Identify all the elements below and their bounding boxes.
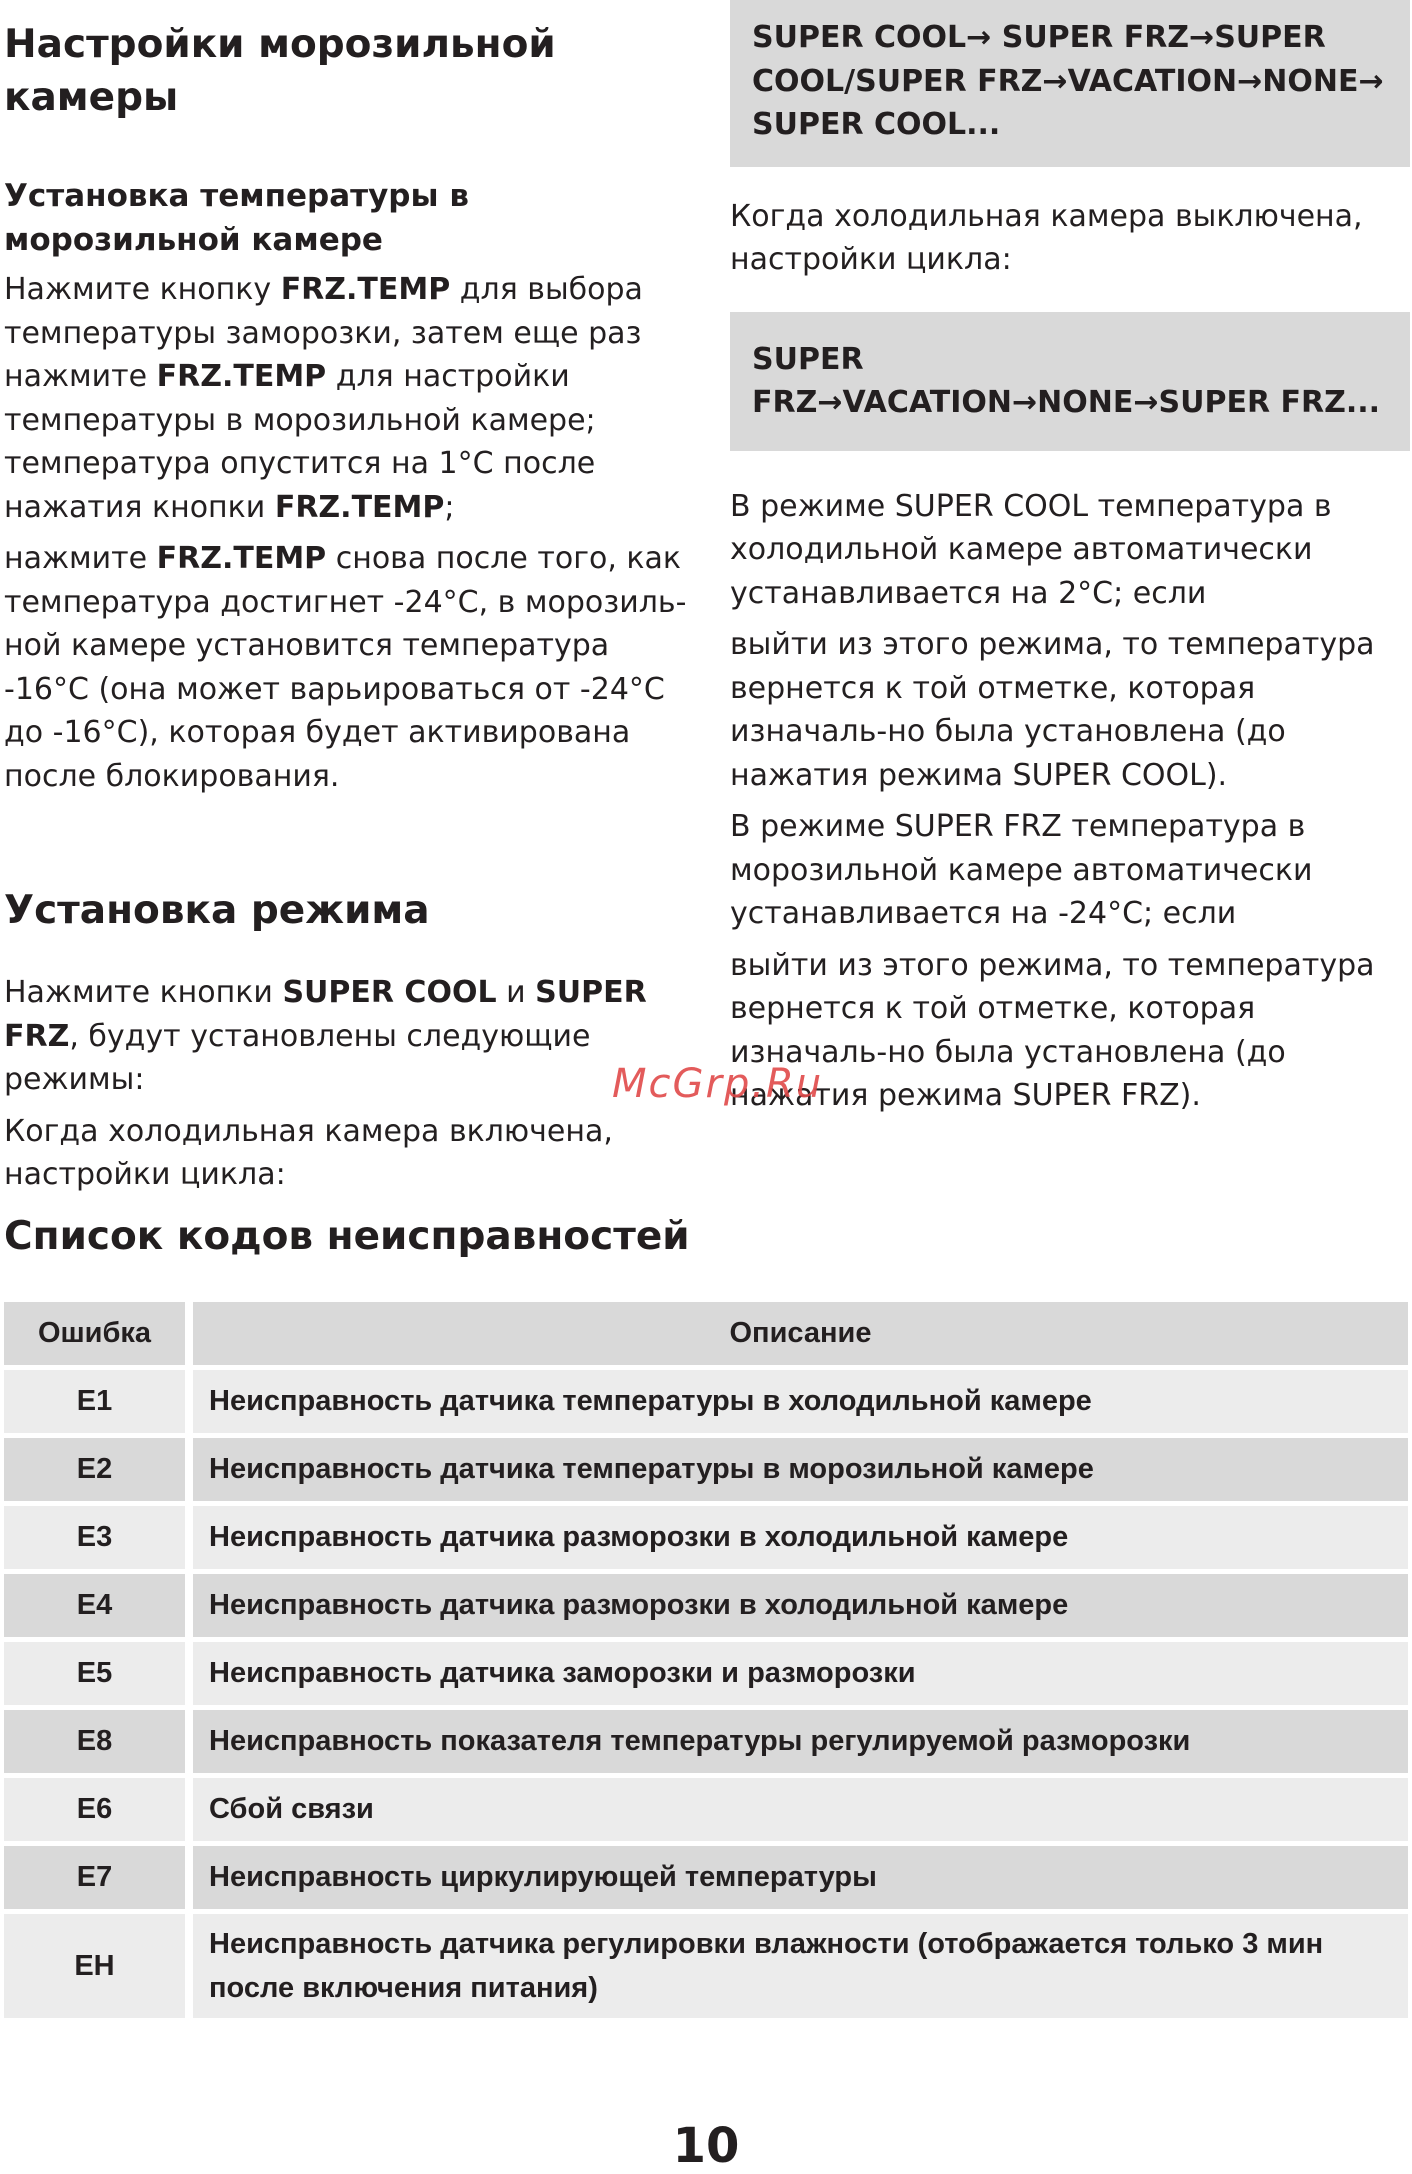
- page-number: 10: [672, 2118, 740, 2174]
- cycle-off-intro: Когда холодильная камера выключена, настройки цикла:: [730, 198, 1363, 277]
- watermark-text: McGrp.Ru: [612, 1061, 824, 1107]
- table-row: [4, 1914, 1408, 2023]
- header-code: Ошибка: [4, 1302, 193, 1370]
- error-code: E4: [4, 1574, 193, 1642]
- table-row: [4, 1846, 1408, 1914]
- table-row: [4, 1574, 1408, 1642]
- error-code: E1: [4, 1370, 193, 1438]
- freezer-temp-subtitle: Установка температуры в морозильной камере: [4, 178, 469, 258]
- cycle-off-box: SUPER FRZ→VACATION→NONE→SUPER FRZ...: [730, 312, 1410, 451]
- freezer-settings-title: Настройки морозильной камеры: [4, 22, 556, 120]
- error-description: Сбой связи: [193, 1778, 1408, 1846]
- error-description: Неисправность датчика разморозки в холодильной камере: [193, 1506, 1408, 1574]
- right-column: [730, 0, 1410, 1118]
- mode-settings-title: Установка режима: [4, 888, 430, 933]
- table-row: [4, 1370, 1408, 1438]
- super-frz-paragraph-2: выйти из этого режима, то температура вернется к той отметке, которая изначаль-но была установлена (до нажатия режима SUPER FRZ).: [730, 947, 1375, 1113]
- mode-paragraph-2: Когда холодильная камера включена, настройки цикла:: [4, 1113, 613, 1192]
- table-row: [4, 1778, 1408, 1846]
- header-description: Описание: [193, 1302, 1408, 1370]
- error-code: E7: [4, 1846, 193, 1914]
- cycle-on-box: SUPER COOL→ SUPER FRZ→SUPER COOL/SUPER FRZ→VACATION→NONE→ SUPER COOL...: [730, 0, 1410, 167]
- table-row: [4, 1438, 1408, 1506]
- error-codes-table: [4, 1302, 1408, 2023]
- error-description: Неисправность датчика температуры в морозильной камере: [193, 1438, 1408, 1506]
- super-cool-paragraph-1: В режиме SUPER COOL температура в холодильной камере автоматически устанавливается на 2°C; если: [730, 488, 1332, 611]
- error-code: E6: [4, 1778, 193, 1846]
- error-code: E5: [4, 1642, 193, 1710]
- left-column: [4, 0, 694, 1197]
- error-description: Неисправность показателя температуры регулируемой разморозки: [193, 1710, 1408, 1778]
- error-code: EH: [4, 1914, 193, 2023]
- error-description: Неисправность датчика регулировки влажности (отображается только 3 мин после включения питания): [193, 1914, 1408, 2023]
- error-description: Неисправность датчика заморозки и разморозки: [193, 1642, 1408, 1710]
- table-header-row: [4, 1302, 1408, 1370]
- mode-paragraph-1: Нажмите кнопки SUPER COOL и SUPER FRZ, будут установлены следующие режимы:: [4, 975, 647, 1097]
- table-row: [4, 1506, 1408, 1574]
- freezer-temp-paragraph-2: нажмите FRZ.TEMP снова после того, как температура достигнет -24°C, в морозиль-ной камере установится температура -16°C (она может варьироваться от -24°C до -16°C), которая будет активирована после блокирования.: [4, 541, 687, 794]
- error-description: Неисправность циркулирующей температуры: [193, 1846, 1408, 1914]
- error-description: Неисправность датчика температуры в холодильной камере: [193, 1370, 1408, 1438]
- error-code: E3: [4, 1506, 193, 1574]
- table-row: [4, 1642, 1408, 1710]
- super-frz-paragraph-1: В режиме SUPER FRZ температура в морозильной камере автоматически устанавливается на -24°C; если: [730, 809, 1313, 931]
- freezer-temp-paragraph-1: Нажмите кнопку FRZ.TEMP для выбора температуры заморозки, затем еще раз нажмите FRZ.TEMP для настройки температуры в морозильной камере; температура опустится на 1°C после нажатия кнопки FRZ.TEMP;: [4, 272, 643, 525]
- error-code: E2: [4, 1438, 193, 1506]
- error-codes-title: Список кодов неисправностей: [4, 1214, 690, 1259]
- super-cool-paragraph-2: выйти из этого режима, то температура вернется к той отметке, которая изначаль-но была установлена (до нажатия режима SUPER COOL).: [730, 627, 1375, 793]
- table-row: [4, 1710, 1408, 1778]
- error-code: E8: [4, 1710, 193, 1778]
- error-description: Неисправность датчика разморозки в холодильной камере: [193, 1574, 1408, 1642]
